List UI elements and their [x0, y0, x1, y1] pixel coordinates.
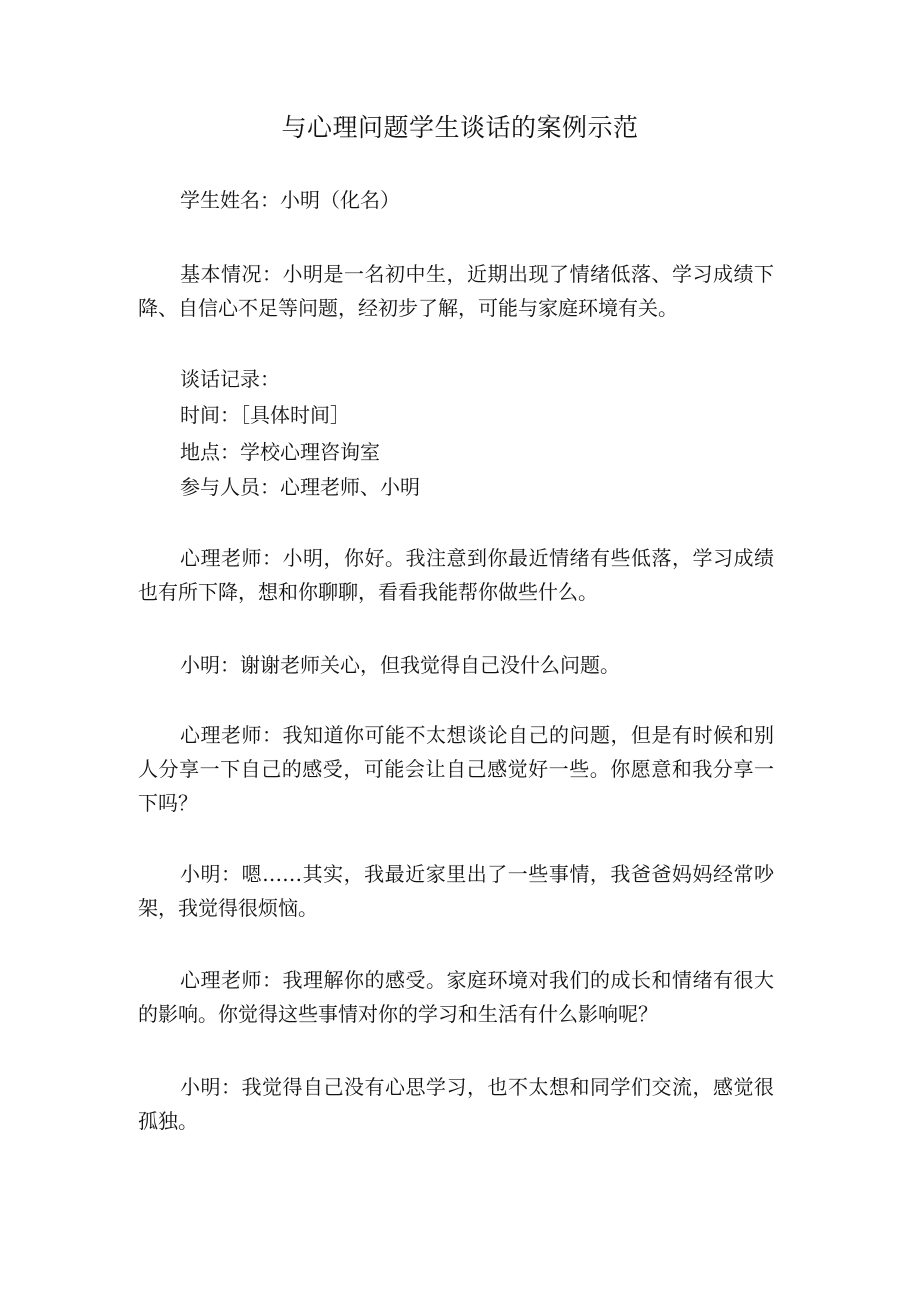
record-time-line: 时间：［具体时间］ [180, 403, 350, 427]
student-name-line: 学生姓名：小明（化名） [180, 188, 400, 212]
dialogue-paragraph-student: 小明：我觉得自己没有心思学习，也不太想和同学们交流，感觉很孤独。 [138, 1075, 774, 1133]
dialogue-paragraph-teacher: 心理老师：我理解你的感受。家庭环境对我们的成长和情绪有很大的影响。你觉得这些事情对你的学习和生活有什么影响呢？ [138, 968, 774, 1026]
record-participants-line: 参与人员：心理老师、小明 [180, 475, 420, 499]
dialogue-paragraph-teacher: 心理老师：小明，你好。我注意到你最近情绪有些低落，学习成绩也有所下降，想和你聊聊，看看我能帮你做些什么。 [138, 546, 774, 604]
record-location-line: 地点：学校心理咨询室 [180, 440, 380, 464]
dialogue-paragraph-student: 小明：谢谢老师关心，但我觉得自己没什么问题。 [180, 653, 620, 677]
dialogue-paragraph-student: 小明：嗯……其实，我最近家里出了一些事情，我爸爸妈妈经常吵架，我觉得很烦恼。 [138, 862, 774, 920]
background-paragraph: 基本情况：小明是一名初中生，近期出现了情绪低落、学习成绩下降、自信心不足等问题，经初步了解，可能与家庭环境有关。 [138, 262, 774, 320]
document-title: 与心理问题学生谈话的案例示范 [281, 113, 639, 142]
record-heading: 谈话记录： [180, 367, 280, 391]
dialogue-paragraph-teacher: 心理老师：我知道你可能不太想谈论自己的问题，但是有时候和别人分享一下自己的感受，可能会让自己感觉好一些。你愿意和我分享一下吗？ [138, 723, 774, 815]
